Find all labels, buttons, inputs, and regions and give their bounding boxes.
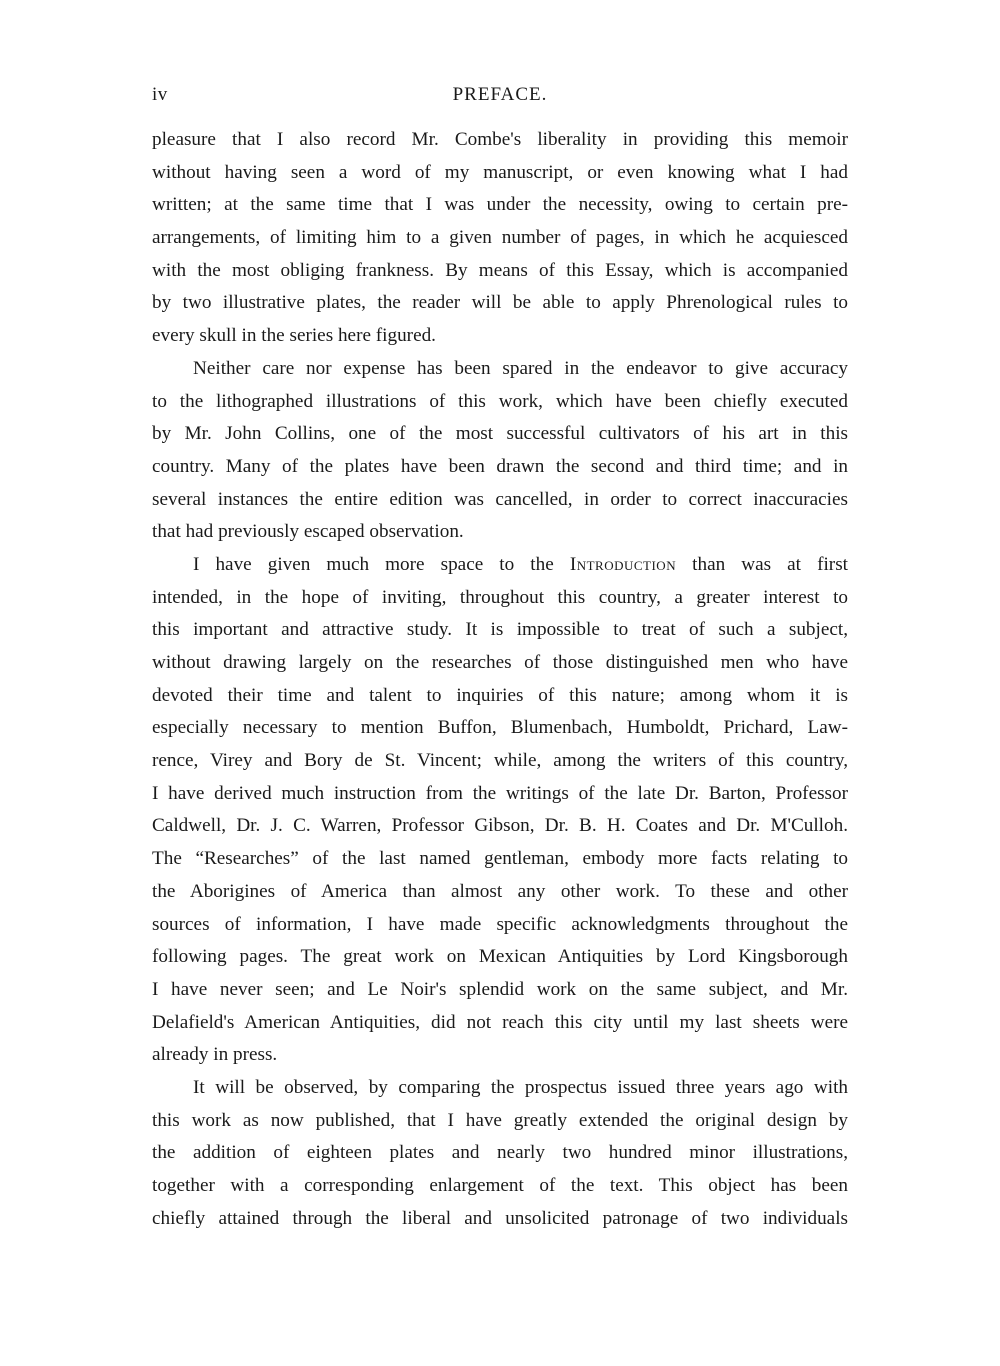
smallcaps-term: Introduction bbox=[569, 553, 677, 575]
text-line: to the lithographed illustrations of this work, which have been chiefly executed bbox=[152, 390, 848, 412]
text-line: especially necessary to mention Buffon, Blumenbach, Humboldt, Prichard, Law- bbox=[152, 717, 848, 739]
text-line: this important and attractive study. It is impossible to treat of such a subject, bbox=[152, 619, 848, 641]
text-line: with the most obliging frankness. By means of this Essay, which is accompanied bbox=[152, 259, 848, 281]
paragraph-3 bbox=[152, 549, 848, 1072]
text-line: the addition of eighteen plates and nearly two hundred minor illustrations, bbox=[152, 1142, 848, 1164]
text-line: rence, Virey and Bory de St. Vincent; while, among the writers of this country, bbox=[152, 750, 848, 772]
text-line: together with a corresponding enlargement of the text. This object has been bbox=[152, 1175, 848, 1196]
text-line: written; at the same time that I was under the necessity, owing to certain pre- bbox=[152, 194, 848, 216]
text-line: devoted their time and talent to inquiries of this nature; among whom it is bbox=[152, 684, 848, 706]
text-line: without drawing largely on the researches of those distinguished men who have bbox=[152, 652, 848, 673]
text-fragment: than was at first bbox=[676, 553, 848, 575]
text-line: sources of information, I have made specific acknowledgments throughout the bbox=[152, 913, 848, 935]
text-line: already in press. bbox=[152, 1044, 278, 1066]
text-line: chiefly attained through the liberal and unsolicited patronage of two individuals bbox=[152, 1207, 848, 1229]
text-fragment: I have given much more space to the bbox=[193, 553, 570, 575]
text-line: every skull in the series here figured. bbox=[152, 325, 436, 347]
text-line: I have never seen; and Le Noir's splendid work on the same subject, and Mr. bbox=[152, 978, 848, 1000]
text-line: intended, in the hope of inviting, throughout this country, a greater interest to bbox=[152, 586, 848, 608]
paragraph-1 bbox=[152, 124, 848, 353]
text-line: by Mr. John Collins, one of the most successful cultivators of his art in this bbox=[152, 423, 848, 445]
text-line: the Aborigines of America than almost any other work. To these and other bbox=[152, 880, 848, 902]
text-line bbox=[152, 549, 848, 582]
text-line: without having seen a word of my manuscript, or even knowing what I had bbox=[152, 161, 848, 183]
text-line: Caldwell, Dr. J. C. Warren, Professor Gibson, Dr. B. H. Coates and Dr. M'Culloh. bbox=[152, 815, 848, 837]
paragraph-2 bbox=[152, 353, 848, 549]
text-line: that had previously escaped observation. bbox=[152, 521, 464, 543]
text-line: The “Researches” of the last named gentleman, embody more facts relating to bbox=[152, 848, 848, 870]
page-title: PREFACE. bbox=[452, 84, 548, 105]
text-line: Delafield's American Antiquities, did not reach this city until my last sheets were bbox=[152, 1011, 848, 1033]
paragraph-4 bbox=[152, 1072, 848, 1235]
text-line: arrangements, of limiting him to a given number of pages, in which he acquiesced bbox=[152, 227, 848, 249]
text-line: several instances the entire edition was cancelled, in order to correct inaccuracies bbox=[152, 488, 848, 510]
text-line: by two illustrative plates, the reader will be able to apply Phrenological rules to bbox=[152, 292, 848, 314]
text-line: Neither care nor expense has been spared in the endeavor to give accuracy bbox=[193, 357, 848, 379]
page-number: iv bbox=[152, 84, 168, 105]
text-line: country. Many of the plates have been drawn the second and third time; and in bbox=[152, 455, 848, 477]
text-line: I have derived much instruction from the writings of the late Dr. Barton, Professor bbox=[152, 782, 848, 804]
text-line: following pages. The great work on Mexican Antiquities by Lord Kingsborough bbox=[152, 946, 848, 968]
text-line: pleasure that I also record Mr. Combe's liberality in providing this memoir bbox=[152, 129, 848, 150]
text-line: this work as now published, that I have greatly extended the original design by bbox=[152, 1109, 848, 1131]
preface-body bbox=[152, 124, 848, 1235]
running-head bbox=[152, 84, 848, 110]
text-line: It will be observed, by comparing the prospectus issued three years ago with bbox=[193, 1076, 848, 1098]
